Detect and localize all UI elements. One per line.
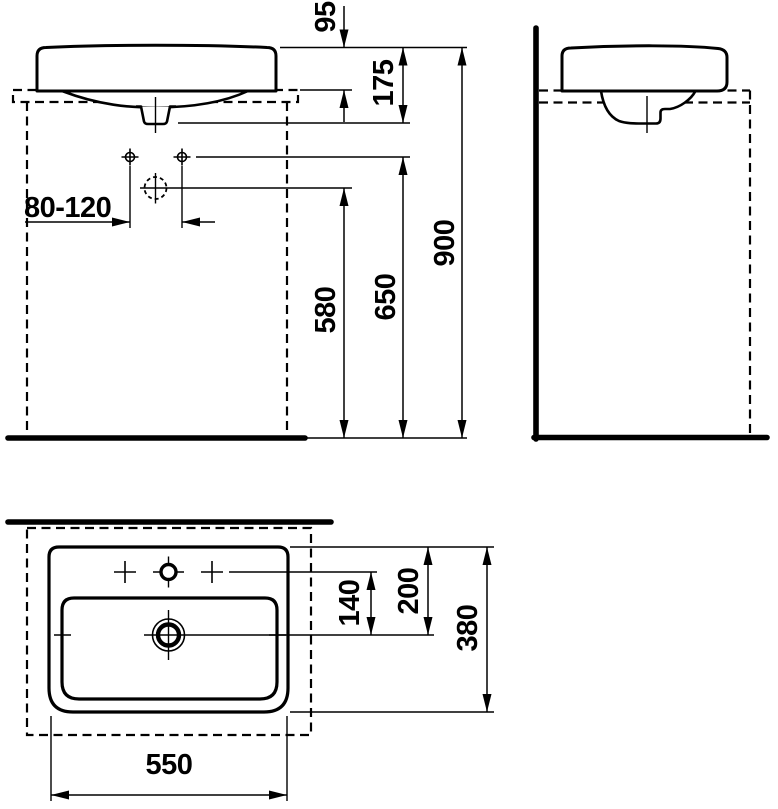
front-dim-175	[368, 48, 403, 124]
front-basin-outline	[37, 45, 276, 91]
dim-label-rim-to-outlet: 175	[368, 59, 400, 107]
front-dim-95	[310, 1, 344, 122]
dim-label-rim-height: 900	[429, 219, 461, 267]
dim-label-faucet-spacing: 80-120	[24, 192, 112, 224]
plan-dim-140	[334, 572, 371, 635]
front-dim-580	[310, 188, 344, 438]
plan-dim-380	[452, 547, 487, 712]
front-dim-650	[370, 157, 403, 438]
front-faucet-marker-left	[122, 149, 139, 166]
front-faucet-marker-right	[174, 149, 191, 166]
dim-label-back-edge-to-drain: 200	[393, 567, 425, 615]
plan-dim-550	[51, 716, 287, 801]
dim-label-basin-depth: 380	[452, 604, 484, 652]
dim-label-faucet-height: 650	[370, 273, 402, 321]
dim-label-drain-height: 580	[310, 286, 342, 334]
side-basin-outline	[562, 46, 727, 91]
plan-view	[8, 522, 494, 801]
dim-label-basin-width: 550	[145, 749, 193, 781]
front-view	[8, 1, 467, 438]
front-drain-marker	[140, 173, 352, 204]
front-dim-900	[429, 48, 462, 439]
front-dim-faucet-spacing	[24, 166, 215, 228]
side-view	[534, 28, 767, 439]
dim-label-faucet-to-drain: 140	[334, 579, 366, 627]
plan-dim-200	[393, 547, 428, 635]
side-bowl-profile	[601, 91, 696, 124]
dim-label-rim-above-shelf: 95	[310, 1, 342, 33]
